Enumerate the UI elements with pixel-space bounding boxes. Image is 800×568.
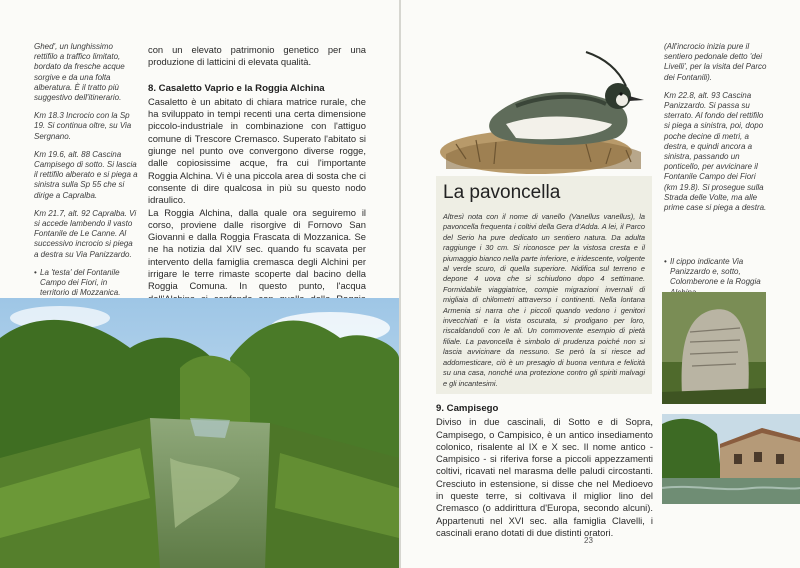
section-heading: 9. Campisego (436, 403, 499, 414)
sidebar-note: Ghed', un lunghissimo rettifilo a traffico limitato, bordato da fresche acque sorgive e da una folta alberatura. È il tratto più suggestivo dell'itinerario. (34, 42, 125, 103)
section-heading: 8. Casaletto Vaprio e la Roggia Alchina (148, 82, 325, 94)
lapwing-illustration (436, 44, 652, 178)
sidebar-note: Km 19.6, alt. 88 Cascina Campisego di sotto. Si lascia il rettifilo alberato e si piega a sinistra sulla Sp 55 che si dirige a Capralba. (34, 149, 138, 200)
box-text: Altresì nota con il nome di vanello (Vanellus vanellus), la pavoncella frequenta i coltivi della Gera d'Adda. A lei, il Parco del Serio ha pure dedicato un sentiero natura. Da adulta raggiunge i 30 cm. Si riconosce per la vistosa cresta e il piumaggio bianco nella parte inferiore, e iridescente, volgente al verde scuro, di quella superiore. Nidifica sul terreno e depone 4 uova che si schiudono dopo 4 settimane. Formidabile viaggiatrice, compie migrazioni invernali di migliaia di chilometri attraverso i continenti. Nella lontana Armenia si narra che i piccoli quando vedono i genitori invecchiati e la vista oscurata, si prodigano per loro, riscaldandoli con le ali. Un commovente esempio di pietà filiale. La pavoncella è simbolo di prudenza poiché non si lascia avvicinare da nessuno. Se però la si riesce ad addomesticare, ciò è un presagio di buona ventura e felicità su una casa, nonché una protezione contro gli spiriti malvagi e gli incantesimi. (443, 212, 645, 388)
body-paragraph: La Roggia Alchina, dalla quale ora seguiremo il corso, proviene dalle risorgive di Fornovo San Giovanni e dalla Roggia Frascata di Mozzanica. Se ne ha notizia dal XIV sec. quando fu scavata per intervento della famiglia cremasca degli Alchini per irrigare le terre rimaste scoperte dal bacino della Roggia Comuna. In questo punto, l'acqua (148, 206, 366, 292)
photo-caption: • La 'testa' del Fontanile Campo dei Fiori, in territorio di Mozzanica. (34, 268, 138, 299)
farmhouse-photo (662, 414, 800, 504)
left-main-column (148, 44, 366, 330)
sidebar-note: Km 22.8, alt. 93 Cascina Panizzardo. Si passa su sterrato. Al fondo del rettifilo si piega a sinistra, poi, dopo poche decine di metri, a destra, e quindi ancora a sinistra, passando un ponticello, per avvicinare il Fontanile Campo dei Fiori (km 19.8). Si prosegue sulla Strada delle Volte, ma alle prime case si piega a destra. (664, 90, 767, 213)
photo-caption: • Il cippo indicante Via Panizzardo e, sotto, Colomberone e la Roggia (664, 257, 768, 298)
right-main-column (436, 403, 653, 539)
sidebar-note: Km 18.3 Incrocio con la Sp 19. Si continua oltre, su Via Sergnano. (34, 111, 132, 141)
right-sidebar-notes (664, 42, 768, 221)
intro-paragraph: con un elevato patrimonio genetico per una produzione di latticini di elevata qualità. (148, 44, 366, 68)
body-paragraph: Diviso in due cascinali, di Sotto e di Sopra, Campisego, o Campisico, è un antico insediamento colonico, risalente al IX e X sec. Il nome antico - Campisico - si riferiva forse a piccoli appezzamenti coltivi, ricavati nel marasma delle paludi circostanti. Cresciuto in estensione, si disse che nel Medioevo in queste terre, si coltivava il miglior lino del Cremasco (o addirittura d'Europa, secondo alcuni). Appartenuti nel XVI sec. alla famiglia Clavelli, i cascinali erano dotati di due distinti oratori. (436, 416, 653, 538)
stone-marker-photo (662, 292, 766, 404)
info-box-pavoncella (436, 176, 652, 394)
left-sidebar-notes (34, 42, 138, 306)
box-title: La pavoncella (443, 182, 561, 203)
sidebar-note: (All'incrocio inizia pure il sentiero pedonale detto 'dei Livelli', per la visita del Parco dei Fontanili). (664, 42, 767, 82)
sidebar-note: Km 21.7, alt. 92 Capralba. Vi si accede lambendo il vasto Fontanile de Le Canne. Al successivo incrocio si piega a destra su Via Panizzardo. (34, 208, 137, 259)
page-number: 23 (584, 536, 593, 545)
body-paragraph: Casaletto è un abitato di chiara matrice rurale, che ha sviluppato in tempi recenti una certa dimensione piccolo-industriale in combinazione con l'attiguo comune di Trescore Cremasco. Superato l'abitato si giunge nel punto ove convergono diverse rogge, dalle copiosissime acque, fra cui l'importante Roggia Alchina. Vi è una piccola area di sosta che ci consente di dire qualcosa in più su questo nodo idraulico. (148, 95, 366, 206)
stream-photo (0, 298, 399, 568)
